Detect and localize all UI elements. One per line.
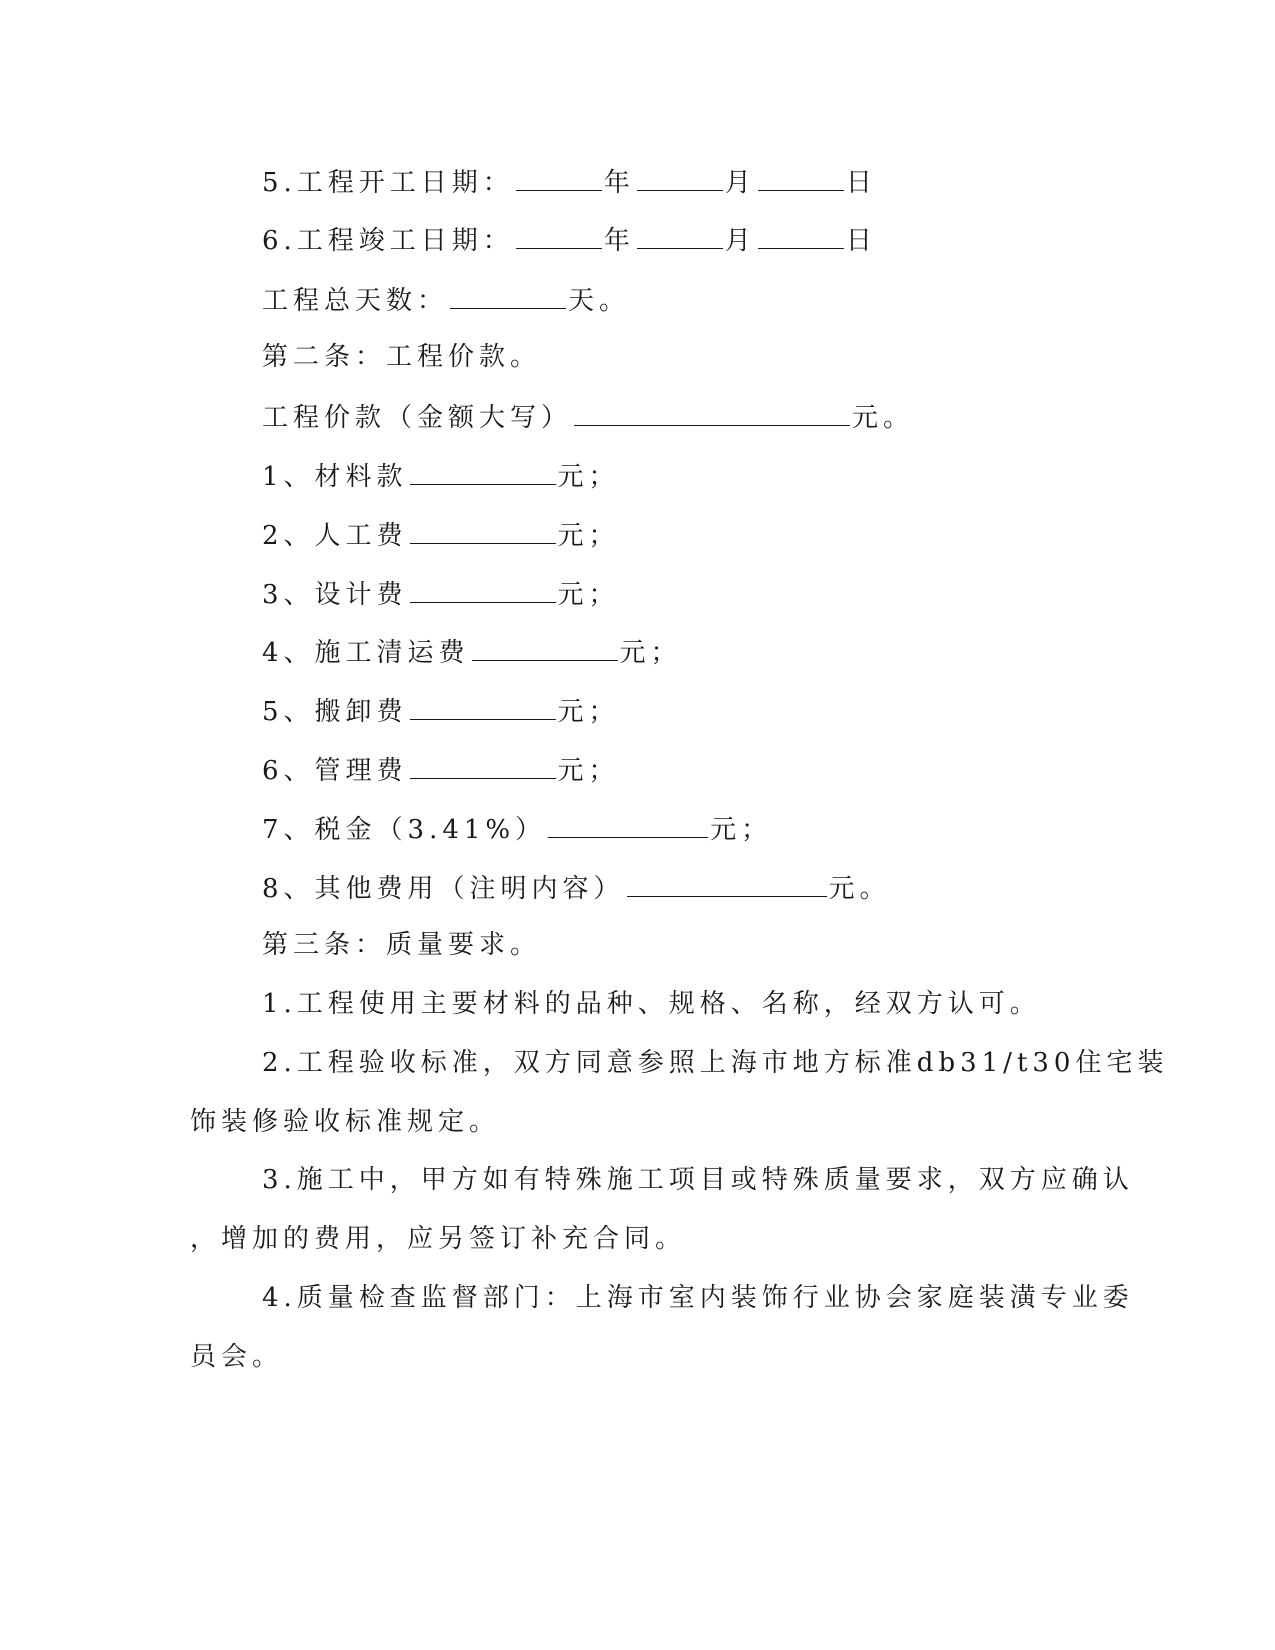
month-unit: 月 <box>724 226 756 256</box>
start-day-blank <box>758 164 844 191</box>
quality-item-2-line-1: 2.工程验收标准，双方同意参照上海市地方标准db31/t30住宅装 <box>262 1048 1169 1078</box>
total-days-blank <box>450 282 566 309</box>
fee-item-2 <box>262 517 620 553</box>
fee-item-6 <box>262 752 620 788</box>
fee-item-blank <box>548 811 708 838</box>
fee-item-blank <box>410 517 556 544</box>
fee-item-5 <box>262 693 620 729</box>
fee-item-suffix: 元； <box>557 756 620 786</box>
total-days-label: 工程总天数： <box>262 286 449 316</box>
year-unit: 年 <box>603 168 635 198</box>
article-2-heading: 第二条：工程价款。 <box>262 342 542 372</box>
fee-item-1 <box>262 458 620 494</box>
fee-item-label: 6、管理费 <box>262 756 408 786</box>
fee-item-suffix: 元； <box>619 638 682 668</box>
quality-item-3-line-2: ，增加的费用，应另签订补充合同。 <box>190 1224 687 1254</box>
fee-item-suffix: 元； <box>557 521 620 551</box>
month-unit: 月 <box>724 168 756 198</box>
end-year-blank <box>516 222 602 249</box>
fee-item-label: 3、设计费 <box>262 580 408 610</box>
fee-item-suffix: 元； <box>710 815 773 845</box>
fee-item-blank <box>410 752 556 779</box>
fee-item-blank <box>410 458 556 485</box>
day-unit: 日 <box>845 226 877 256</box>
year-unit: 年 <box>603 226 635 256</box>
article-3-heading: 第三条：质量要求。 <box>262 930 542 960</box>
fee-item-label: 5、搬卸费 <box>262 697 408 727</box>
fee-item-label: 7、税金（3.41%） <box>262 815 547 845</box>
fee-item-blank <box>410 576 556 603</box>
total-days-suffix: 天。 <box>568 286 631 316</box>
fee-item-label: 2、人工费 <box>262 521 408 551</box>
price-total-blank <box>574 399 850 426</box>
fee-item-8 <box>262 870 891 906</box>
quality-item-3-line-1: 3.施工中，甲方如有特殊施工项目或特殊质量要求，双方应确认 <box>262 1165 1134 1195</box>
fee-item-label: 4、施工清运费 <box>262 638 470 668</box>
fee-item-suffix: 元。 <box>828 874 891 904</box>
fee-item-blank <box>410 693 556 720</box>
fee-item-4 <box>262 634 682 670</box>
fee-item-blank <box>472 634 618 661</box>
fee-item-3 <box>262 576 620 612</box>
fee-item-label: 8、其他费用（注明内容） <box>262 874 625 904</box>
fee-item-blank <box>627 870 827 897</box>
end-month-blank <box>637 222 723 249</box>
start-year-blank <box>516 164 602 191</box>
quality-item-2-line-2: 饰装修验收标准规定。 <box>190 1107 501 1137</box>
fee-item-label: 1、材料款 <box>262 462 408 492</box>
start-date-label: 5.工程开工日期： <box>262 168 514 198</box>
end-day-blank <box>758 222 844 249</box>
start-month-blank <box>637 164 723 191</box>
fee-item-suffix: 元； <box>557 462 620 492</box>
day-unit: 日 <box>845 168 877 198</box>
quality-item-4-line-1: 4.质量检查监督部门：上海市室内装饰行业协会家庭装潢专业委 <box>262 1283 1134 1313</box>
end-date-line <box>262 222 877 258</box>
quality-item-4-line-2: 员会。 <box>190 1342 284 1372</box>
price-total-suffix: 元。 <box>852 403 915 433</box>
quality-item-1: 1.工程使用主要材料的品种、规格、名称，经双方认可。 <box>262 989 1041 1019</box>
start-date-line <box>262 164 877 200</box>
total-days-line <box>262 282 630 318</box>
fee-item-7 <box>262 811 772 847</box>
price-total-line <box>262 399 914 435</box>
end-date-label: 6.工程竣工日期： <box>262 226 514 256</box>
fee-item-suffix: 元； <box>557 697 620 727</box>
fee-item-suffix: 元； <box>557 580 620 610</box>
price-total-label: 工程价款（金额大写） <box>262 403 573 433</box>
